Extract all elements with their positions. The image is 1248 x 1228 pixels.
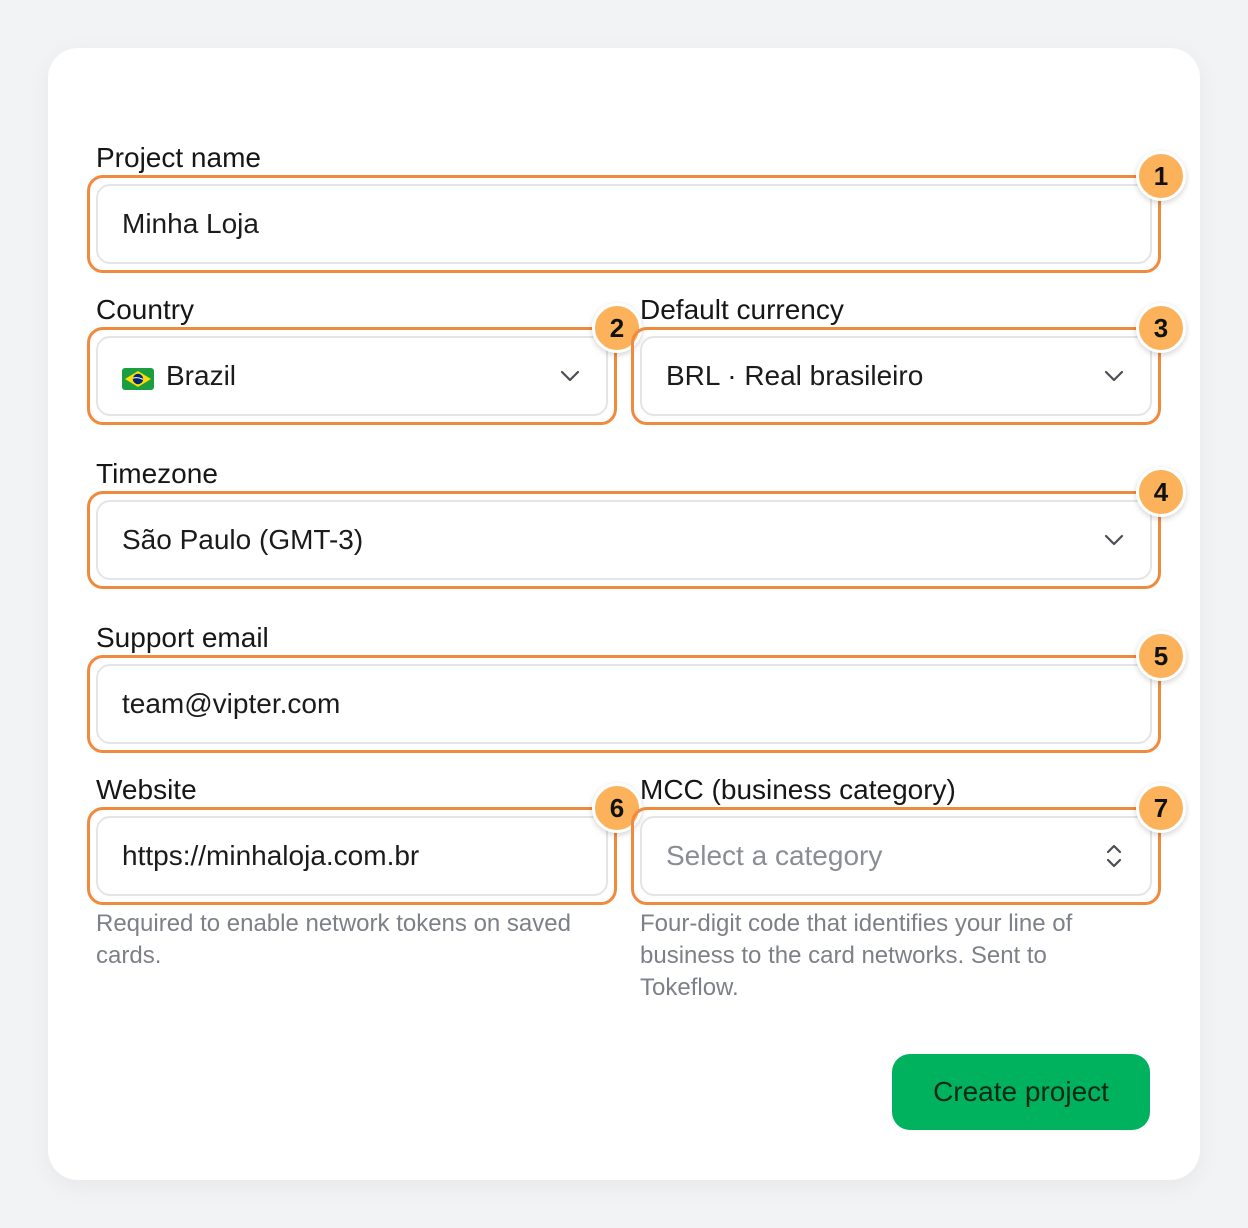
chevron-up-down-icon xyxy=(1102,844,1126,868)
mcc-placeholder: Select a category xyxy=(666,840,883,871)
currency-value: BRL · Real brasileiro xyxy=(666,360,924,391)
support-email-input[interactable] xyxy=(96,664,1152,744)
project-name-input[interactable] xyxy=(96,184,1152,264)
project-name-value: Minha Loja xyxy=(122,208,259,239)
mcc-hint: Four-digit code that identifies your line of business to the card networks. Sent to Tokeflow. xyxy=(640,910,1073,1001)
create-project-button[interactable]: Create project xyxy=(892,1054,1150,1130)
annotation-badge-4: 4 xyxy=(1136,467,1186,517)
support-email-value: team@vipter.com xyxy=(122,688,341,719)
chevron-down-icon xyxy=(1102,528,1126,552)
annotation-badge-6: 6 xyxy=(592,783,642,833)
timezone-select[interactable] xyxy=(96,500,1152,580)
timezone-label: Timezone xyxy=(96,458,218,489)
annotation-badge-1: 1 xyxy=(1136,151,1186,201)
chevron-down-icon xyxy=(1102,364,1126,388)
currency-label: Default currency xyxy=(640,294,844,325)
annotation-badge-2: 2 xyxy=(592,303,642,353)
website-label: Website xyxy=(96,774,197,805)
website-input[interactable] xyxy=(96,816,608,896)
country-select[interactable] xyxy=(96,336,608,416)
website-hint: Required to enable network tokens on saved cards. xyxy=(96,910,571,969)
currency-select[interactable] xyxy=(640,336,1152,416)
annotation-badge-7: 7 xyxy=(1136,783,1186,833)
timezone-value: São Paulo (GMT-3) xyxy=(122,524,364,555)
mcc-label: MCC (business category) xyxy=(640,774,956,805)
brazil-flag-icon xyxy=(122,365,154,387)
country-label: Country xyxy=(96,294,195,325)
mcc-select[interactable] xyxy=(640,816,1152,896)
support-email-label: Support email xyxy=(96,622,269,653)
annotation-badge-5: 5 xyxy=(1136,631,1186,681)
country-value: Brazil xyxy=(166,360,237,391)
project-name-label: Project name xyxy=(96,142,261,173)
website-value: https://minhaloja.com.br xyxy=(122,840,420,871)
chevron-down-icon xyxy=(558,364,582,388)
annotation-badge-3: 3 xyxy=(1136,303,1186,353)
